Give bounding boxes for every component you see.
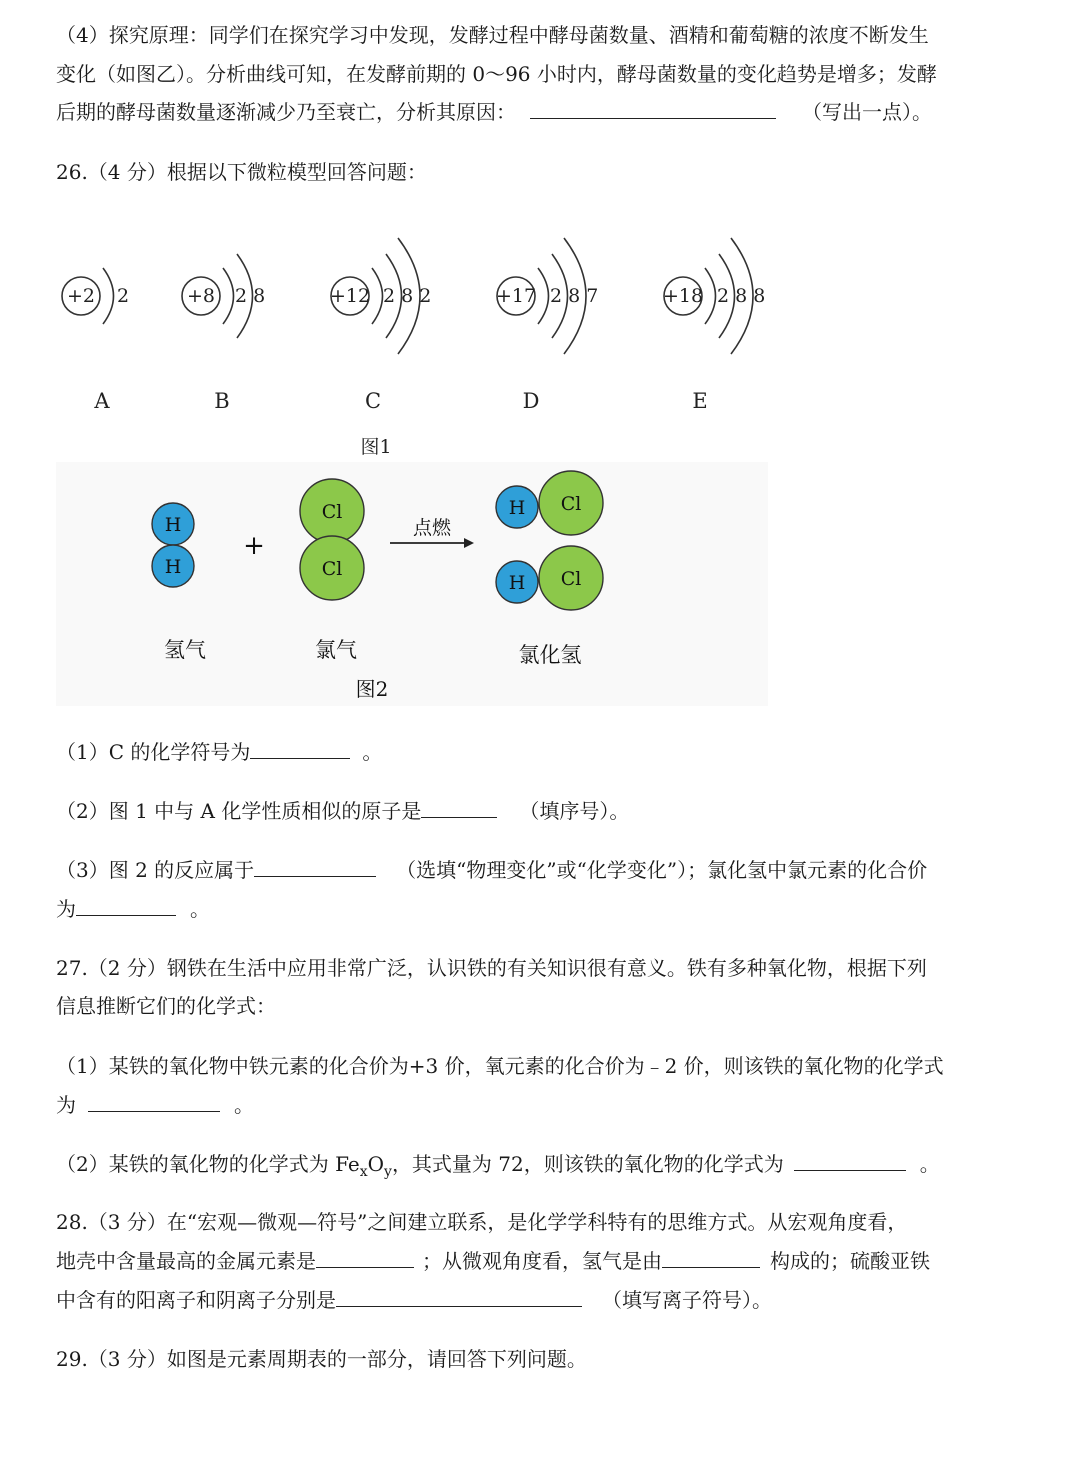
q26-s1-text: （1）C 的化学符号为 xyxy=(56,740,251,764)
figure-2-caption: 图2 xyxy=(355,677,389,701)
q28-line3-b: （填写离子符号）。 xyxy=(602,1288,772,1312)
q26-s3-line1 xyxy=(56,855,1026,885)
figure-1-atom-structures xyxy=(40,210,800,460)
atom-b-shell-1 xyxy=(223,268,234,324)
q27-s2-text-a: （2）某铁的氧化物的化学式为 Fe xyxy=(56,1152,360,1176)
answer-blank-q28-3[interactable] xyxy=(336,1286,582,1307)
q27-s1-text-b: 为 xyxy=(56,1093,76,1117)
q26-s3-text-b: （选填“物理变化”或“化学变化”）；氯化氢中氯元素的化合价 xyxy=(396,858,928,882)
plus-sign: + xyxy=(243,531,265,561)
name-hydrogen: 氢气 xyxy=(164,638,206,662)
q27-line2: 信息推断它们的化学式： xyxy=(56,994,276,1018)
q26-s2-end: （填序号）。 xyxy=(519,799,630,823)
q27-s1-end: 。 xyxy=(234,1093,254,1117)
q25-p4-line2: 变化（如图乙）。分析曲线可知，在发酵前期的 0～96 小时内，酵母菌数量的变化趋势是增多；发酵 xyxy=(56,62,937,86)
answer-blank-q26-3a[interactable] xyxy=(254,856,376,877)
q27-s2-end: 。 xyxy=(919,1152,940,1176)
answer-blank-q26-3b[interactable] xyxy=(76,895,176,916)
atom-a-nucleus: +2 xyxy=(66,285,96,307)
atom-d-electrons: 2 8 7 xyxy=(550,285,599,307)
q26-s3-line2 xyxy=(56,894,1026,924)
q26-s1-end: 。 xyxy=(362,740,383,764)
answer-blank-q28-2[interactable] xyxy=(662,1247,760,1268)
q27-s2-text-b: ，其式量为 72，则该铁的氧化物的化学式为 xyxy=(391,1152,784,1176)
q25-p4-line1: （4）探究原理：同学们在探究学习中发现，发酵过程中酵母菌数量、酒精和葡萄糖的浓度不断发生 xyxy=(56,23,929,47)
h-atom-label: H xyxy=(508,572,526,594)
q27-s1-line1: （1）某铁的氧化物中铁元素的化合价为+3 价，氧元素的化合价为﹣2 价，则该铁的氧化物的化学式 xyxy=(56,1054,944,1078)
atom-e-electrons: 2 8 8 xyxy=(717,285,766,307)
q26-s3-end: 。 xyxy=(190,897,210,921)
atom-b-nucleus: +8 xyxy=(186,285,216,307)
q28-line2-c: 构成的；硫酸亚铁 xyxy=(770,1249,930,1273)
q26-s3-text-c: 为 xyxy=(56,897,76,921)
q26-s1 xyxy=(56,737,1026,767)
q26-s2 xyxy=(56,796,1026,826)
q28-line1: 28.（3 分）在“宏观—微观—符号”之间建立联系，是化学学科特有的思维方式。从宏观角度看， xyxy=(56,1210,908,1234)
cl-atom-label: Cl xyxy=(321,558,343,580)
q28-line3 xyxy=(56,1285,1026,1315)
q28-line3-a: 中含有的阳离子和阴离子分别是 xyxy=(56,1288,336,1312)
atom-a-electrons: 2 xyxy=(117,285,130,307)
q26-s2-text: （2）图 1 中与 A 化学性质相似的原子是 xyxy=(56,799,422,823)
atom-d-label: D xyxy=(522,389,540,413)
name-chlorine: 氯气 xyxy=(315,638,357,662)
q29-line1: 29.（3 分）如图是元素周期表的一部分，请回答下列问题。 xyxy=(56,1347,587,1371)
answer-blank-q28-1[interactable] xyxy=(316,1247,414,1268)
answer-blank-q25[interactable] xyxy=(530,98,776,119)
answer-blank-q27-2[interactable] xyxy=(794,1150,906,1171)
cl-atom-label: Cl xyxy=(560,568,582,590)
q27-s2 xyxy=(56,1149,1026,1187)
answer-blank-q26-1[interactable] xyxy=(250,738,350,759)
reaction-condition: 点燃 xyxy=(412,517,452,539)
q25-p4-line3 xyxy=(56,97,1026,127)
answer-blank-q27-1[interactable] xyxy=(88,1091,220,1112)
q25-p4-line3-text: 后期的酵母菌数量逐渐减少乃至衰亡，分析其原因： xyxy=(56,100,516,124)
q27-line1: 27.（2 分）钢铁在生活中应用非常广泛，认识铁的有关知识很有意义。铁有多种氧化物，根据下列 xyxy=(56,956,927,980)
atom-d-nucleus: +17 xyxy=(495,285,537,307)
h-atom-label: H xyxy=(164,556,182,578)
atom-b-electrons: 2 8 xyxy=(235,285,266,307)
q28-line2 xyxy=(56,1246,1026,1276)
subscript-y: y xyxy=(384,1164,392,1180)
atom-b-label: B xyxy=(214,389,230,413)
q26-s3-text-a: （3）图 2 的反应属于 xyxy=(56,858,255,882)
atom-c-label: C xyxy=(364,389,382,413)
q27-s1-line2 xyxy=(56,1090,1026,1120)
atom-a-label: A xyxy=(94,389,110,413)
figure-1-caption: 图1 xyxy=(360,436,392,458)
atom-c-electrons: 2 8 2 xyxy=(383,285,432,307)
atom-e-shell-1 xyxy=(705,268,716,324)
q27-s2-o: O xyxy=(367,1152,385,1176)
q26-header: 26.（4 分）根据以下微粒模型回答问题： xyxy=(56,160,427,184)
q28-line2-a: 地壳中含量最高的金属元素是 xyxy=(56,1249,316,1273)
cl-atom-label: Cl xyxy=(321,501,343,523)
atom-e-label: E xyxy=(692,389,708,413)
h-atom-label: H xyxy=(164,514,182,536)
atom-c-nucleus: +12 xyxy=(329,285,371,307)
subscript-x: x xyxy=(359,1164,368,1180)
atom-a-shell-1 xyxy=(103,268,114,324)
answer-blank-q26-2[interactable] xyxy=(421,797,497,818)
atom-e-nucleus: +18 xyxy=(662,285,704,307)
cl-atom-label: Cl xyxy=(560,493,582,515)
atom-d-shell-1 xyxy=(538,268,549,324)
figure-2-reaction-model xyxy=(56,462,768,706)
q25-p4-line3-end: （写出一点）。 xyxy=(802,100,932,124)
name-hydrogen-chloride: 氯化氢 xyxy=(518,643,582,667)
h-atom-label: H xyxy=(508,497,526,519)
q28-line2-b: ；从微观角度看，氢气是由 xyxy=(422,1249,662,1273)
atom-c-shell-1 xyxy=(372,268,383,324)
